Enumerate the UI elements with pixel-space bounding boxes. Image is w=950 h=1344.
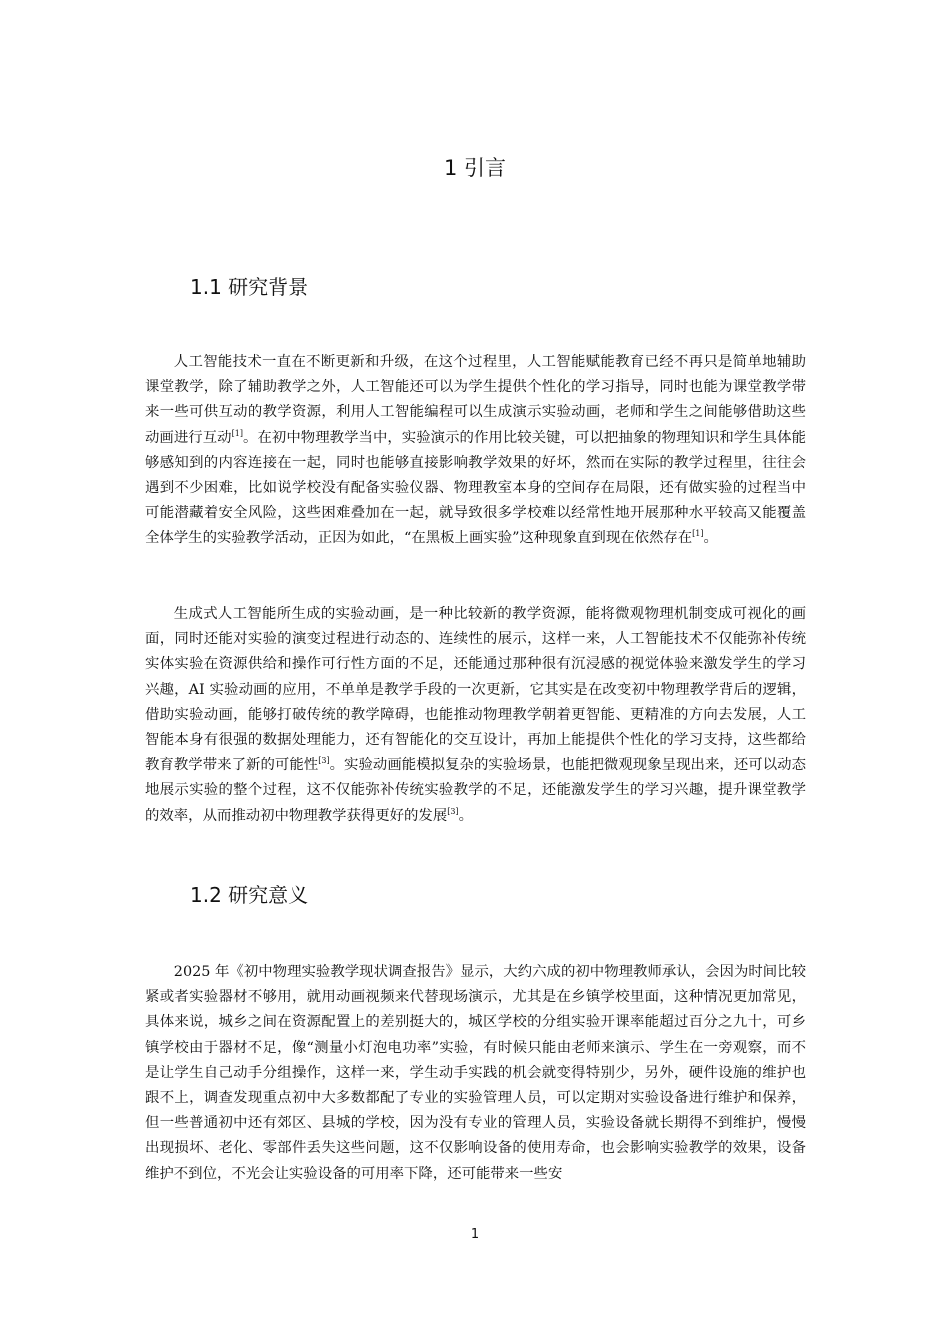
paragraph-significance-1	[145, 960, 806, 1187]
paragraph-text: 。	[458, 807, 473, 824]
paragraph-text: 。在初中物理教学当中，实验演示的作用比较关键，可以把抽象的物理知识和学生具体能够感知到的内容连接在一起，同时也能够直接影响教学效果的好坏，然而在实际的教学过程里，往往会遇到不少困难，比如说学校没有配备实验仪器、物理教室本身的空间存在局限，还有做实验的过程当中可能潜藏着安全风险，这些困难叠加在一起，就导致很多学校难以经常性地开展那种水平较高又能覆盖全体学生的实验教学活动，正因为如此，“在黑板上画实验”这种现象直到现在依然存在	[145, 429, 806, 547]
paragraph-text: 生成式人工智能所生成的实验动画，是一种比较新的教学资源，能将微观物理机制变成可视化的画面，同时还能对实验的演变过程进行动态的、连续性的展示，这样一来，人工智能技术不仅能弥补传统实体实验在资源供给和操作可行性方面的不足，还能通过那种很有沉浸感的视觉体验来激发学生的学习兴趣，AI 实验动画的应用，不单单是教学手段的一次更新，它其实是在改变初中物理教学背后的逻辑，借助实验动画，能够打破传统的教学障碍，也能推动物理教学朝着更智能、更精准的方向去发展，人工智能本身有很强的数据处理能力，还有智能化的交互设计，再加上能提供个性化的学习支持，这些都给教育教学带来了新的可能性	[145, 606, 806, 774]
citation-ref: [1]	[692, 529, 704, 539]
citation-ref: [3]	[447, 806, 459, 816]
paragraph-text: 人工智能技术一直在不断更新和升级，在这个过程里，人工智能赋能教育已经不再只是简单地辅助课堂教学，除了辅助教学之外，人工智能还可以为学生提供个性化的学习指导，同时也能为课堂教学带来一些可供互动的教学资源，利用人工智能编程可以生成演示实验动画，老师和学生之间能够借助这些动画进行互动	[145, 354, 806, 446]
paragraph-background-1	[145, 350, 806, 552]
paragraph-text: 。实验动画能模拟复杂的实验场景，也能把微观现象呈现出来，还可以动态地展示实验的整个过程，这不仅能弥补传统实验教学的不足，还能激发学生的学习兴趣，提升课堂教学的效率，从而推动初中物理教学获得更好的发展	[145, 757, 806, 824]
citation-ref: [3]	[318, 756, 330, 766]
citation-ref: [1]	[231, 428, 243, 438]
chapter-title: 1 引言	[443, 156, 507, 180]
paragraph-text: 。	[703, 530, 718, 547]
section-title-background: 1.1 研究背景	[190, 275, 309, 299]
paragraph-text: 2025 年《初中物理实验教学现状调查报告》显示，大约六成的初中物理教师承认，会因为时间比较紧或者实验器材不够用，就用动画视频来代替现场演示，尤其是在乡镇学校里面，这种情况更加常见，具体来说，城乡之间在资源配置上的差别挺大的，城区学校的分组实验开课率能超过百分之九十，可乡镇学校由于器材不足，像“测量小灯泡电功率”实验，有时候只能由老师来演示、学生在一旁观察，而不是让学生自己动手分组操作，这样一来，学生动手实践的机会就变得特别少，另外，硬件设施的维护也跟不上，调查发现重点初中大多数都配了专业的实验管理人员，可以定期对实验设备进行维护和保养，但一些普通初中还有郊区、县城的学校，因为没有专业的管理人员，实验设备就长期得不到维护，慢慢出现损坏、老化、零部件丢失这些问题，这不仅影响设备的使用寿命，也会影响实验教学的效果，设备维护不到位，不光会让实验设备的可用率下降，还可能带来一些安	[145, 964, 806, 1182]
section-title-significance: 1.2 研究意义	[190, 883, 309, 907]
page-number: 1	[470, 1227, 480, 1242]
paragraph-background-2	[145, 602, 806, 829]
